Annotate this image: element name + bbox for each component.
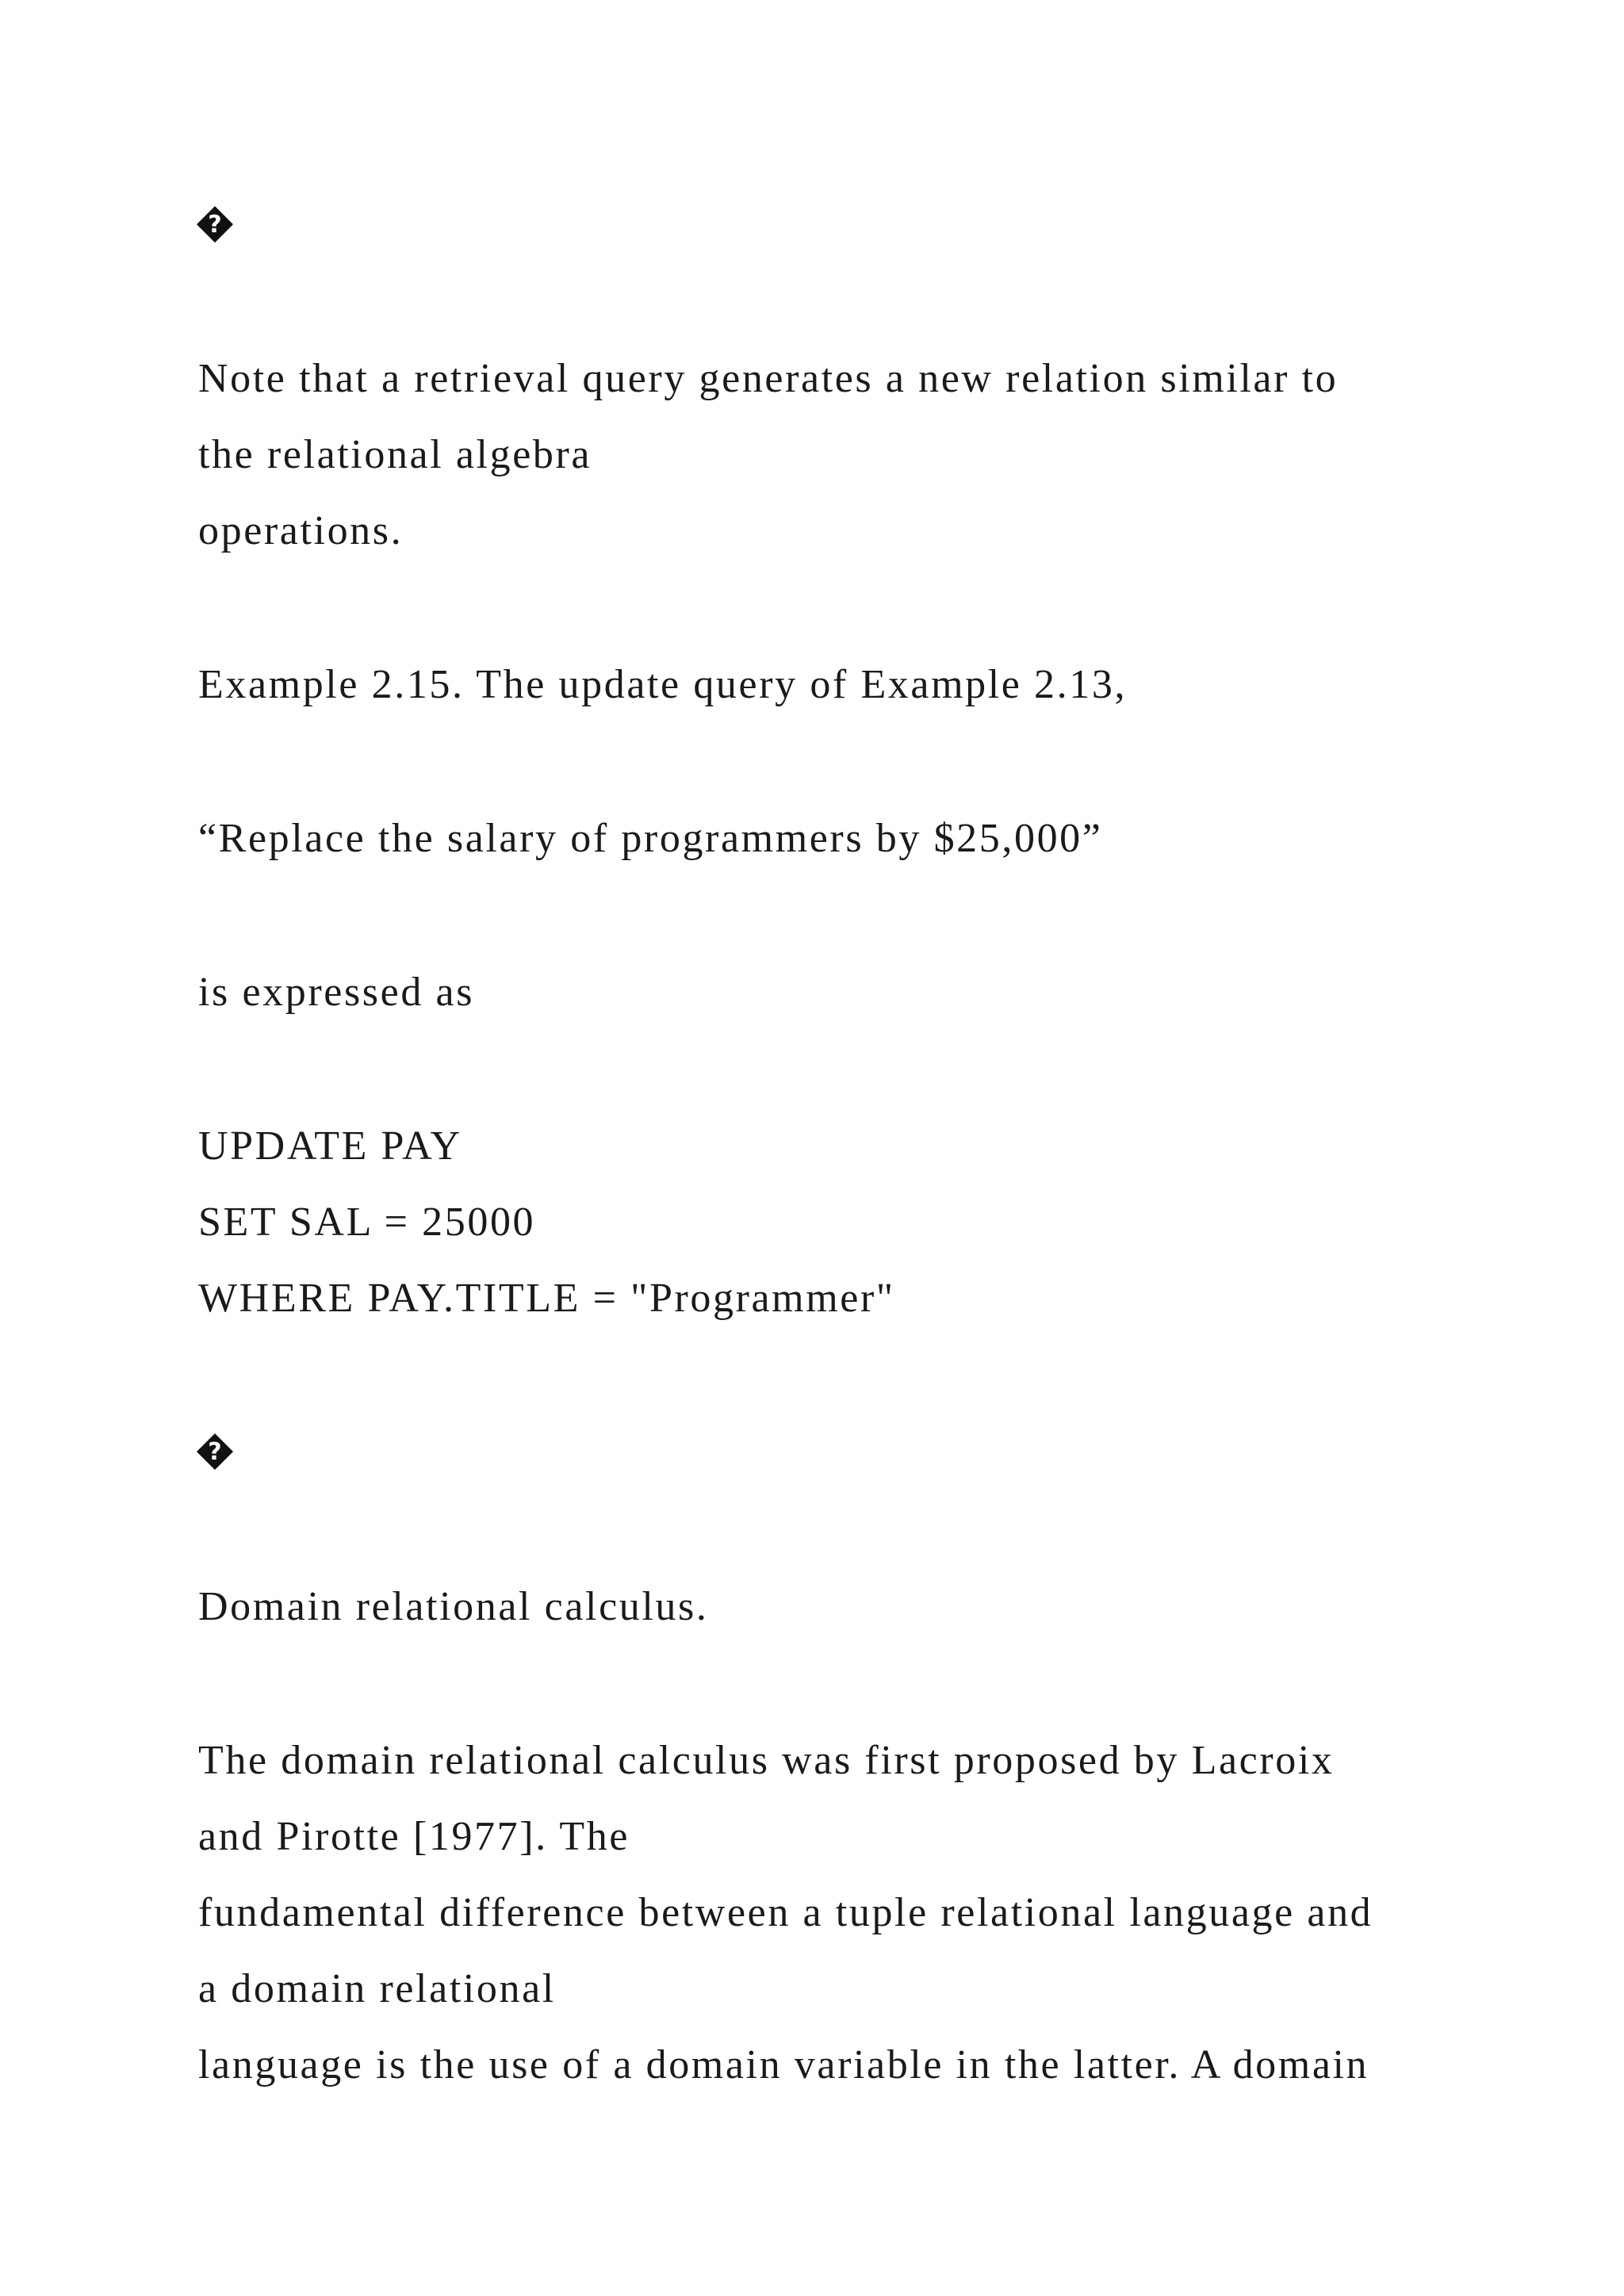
quoted-request: “Replace the salary of programmers by $25,000”	[198, 816, 1103, 861]
expressed-as-text: is expressed as	[198, 970, 475, 1015]
domain-paragraph-line-5: language is the use of a domain variable in the latter. A domain	[198, 2042, 1369, 2087]
note-paragraph-line-3: operations.	[198, 508, 404, 553]
domain-paragraph-line-2: and Pirotte [1977]. The	[198, 1814, 630, 1859]
replacement-character-icon	[195, 205, 235, 244]
domain-paragraph-line-1: The domain relational calculus was first proposed by Lacroix	[198, 1738, 1335, 1783]
note-paragraph-line-2: the relational algebra	[198, 432, 592, 477]
section-heading: Domain relational calculus.	[198, 1584, 709, 1629]
svg-text:?: ?	[208, 1438, 222, 1466]
domain-paragraph-line-4: a domain relational	[198, 1966, 556, 2011]
svg-text:?: ?	[208, 211, 222, 239]
domain-paragraph-line-3: fundamental difference between a tuple relational language and	[198, 1890, 1373, 1935]
sql-line-1: UPDATE PAY	[198, 1123, 462, 1169]
example-heading: Example 2.15. The update query of Example 2.13,	[198, 662, 1128, 707]
replacement-character-icon	[195, 1432, 235, 1471]
note-paragraph-line-1: Note that a retrieval query generates a new relation similar to	[198, 356, 1339, 401]
sql-line-2: SET SAL = 25000	[198, 1200, 536, 1245]
sql-line-3: WHERE PAY.TITLE = "Programmer"	[198, 1276, 895, 1321]
